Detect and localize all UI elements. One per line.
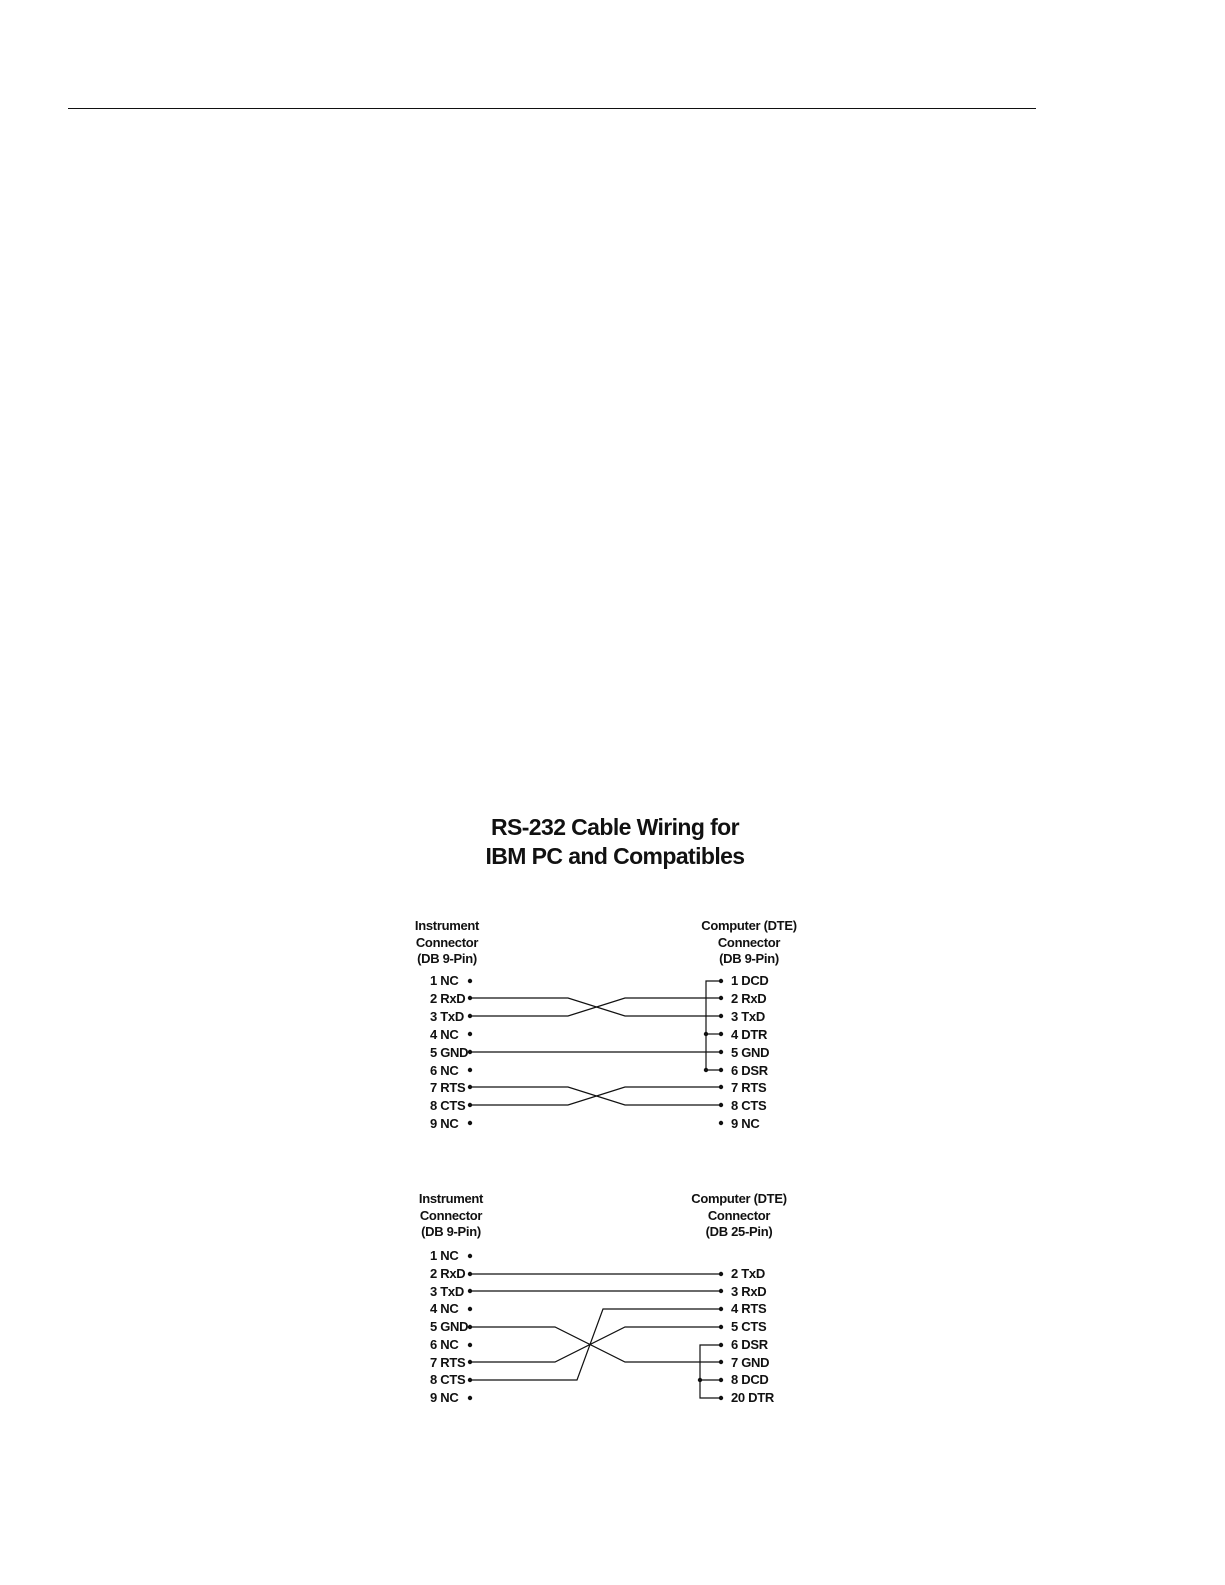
- diagram1-right-header-line: Connector: [717, 934, 781, 950]
- diagram1-left-pin: 4 NC: [430, 1027, 459, 1042]
- diagram1-right-pin: 7 RTS: [731, 1080, 767, 1095]
- diagram2-wire-gnd: [470, 1327, 721, 1362]
- diagram2-left-pin: 6 NC: [430, 1337, 459, 1352]
- diagram2-right-pin: 2 TxD: [731, 1266, 765, 1281]
- diagram1-right-pin: 9 NC: [731, 1116, 760, 1131]
- diagram1-left-pin-dot: [468, 1032, 472, 1036]
- diagram2-right-pin: 6 DSR: [731, 1337, 768, 1352]
- diagram1-left-pin-dot: [468, 1068, 472, 1072]
- diagram1-left-pin: 2 RxD: [430, 991, 466, 1006]
- diagram2-left-header-line: Connector: [419, 1207, 483, 1223]
- diagram-title-line-2: IBM PC and Compatibles: [485, 843, 745, 869]
- diagram2-right-pin: 3 RxD: [731, 1284, 767, 1299]
- diagram2-left-pin: 4 NC: [430, 1301, 459, 1316]
- diagram2-left-pin: 8 CTS: [430, 1372, 466, 1387]
- diagram2-right-header-line: Computer (DTE): [691, 1191, 787, 1206]
- diagram2-left-header-line: (DB 9-Pin): [421, 1224, 481, 1239]
- diagram1-junction-dot: [704, 1032, 708, 1036]
- diagram1-wire-txd-rxd: [470, 998, 721, 1016]
- diagram2-loop-dsr-dtr: [700, 1345, 721, 1398]
- diagram2-left-pin: 3 TxD: [430, 1284, 464, 1299]
- diagram2-right-pin: 20 DTR: [731, 1390, 774, 1405]
- diagram1-junction-dot: [704, 1068, 708, 1072]
- diagram2-left-pin: 7 RTS: [430, 1355, 466, 1370]
- diagram1-left-header-line: Instrument: [414, 918, 480, 933]
- diagram2-left-pin: 1 NC: [430, 1248, 459, 1263]
- diagram2-right-pin: 5 CTS: [731, 1319, 767, 1334]
- diagram1-right-header-line: Computer (DTE): [701, 918, 797, 933]
- diagram1-left-pin: 7 RTS: [430, 1080, 466, 1095]
- diagram2-right-pin: 4 RTS: [731, 1301, 767, 1316]
- diagram1-left-pin: 9 NC: [430, 1116, 459, 1131]
- diagram1-right-pin-dot: [719, 1121, 723, 1125]
- diagram1-left-pin-dot: [468, 1121, 472, 1125]
- diagram1-left-header-line: (DB 9-Pin): [417, 951, 477, 966]
- diagram1-right-pin: 2 RxD: [731, 991, 767, 1006]
- diagram2-right-pin: 8 DCD: [731, 1372, 769, 1387]
- diagram1-right-pin: 8 CTS: [731, 1098, 767, 1113]
- diagram1-right-header-line: (DB 9-Pin): [719, 951, 779, 966]
- diagram2-right-header-line: Connector: [707, 1207, 771, 1223]
- diagram2-wire-cts-rts: [470, 1309, 721, 1380]
- diagram1-loop-dcd-dsr: [706, 981, 721, 1070]
- diagram1-left-pin: 6 NC: [430, 1063, 459, 1078]
- diagram2-left-header-line: Instrument: [418, 1191, 484, 1206]
- diagram-title-line-1: RS-232 Cable Wiring for: [491, 814, 739, 840]
- diagram1-left-pin: 3 TxD: [430, 1009, 464, 1024]
- diagram1-left-pin: 1 NC: [430, 973, 459, 988]
- diagram1-right-pin: 5 GND: [731, 1045, 770, 1060]
- diagram1-left-pin: 8 CTS: [430, 1098, 466, 1113]
- diagram2-left-pin-dot: [468, 1254, 472, 1258]
- diagram1-right-pin: 3 TxD: [731, 1009, 765, 1024]
- diagram1-left-header-line: Connector: [415, 934, 479, 950]
- diagram2-right-header-line: (DB 25-Pin): [705, 1224, 773, 1239]
- diagram1-left-pin: 5 GND: [430, 1045, 469, 1060]
- diagram2-junction-dot: [698, 1378, 702, 1382]
- diagram2-right-pin: 7 GND: [731, 1355, 770, 1370]
- diagram1-right-pin: 6 DSR: [731, 1063, 768, 1078]
- diagram2-left-pin-dot: [468, 1396, 472, 1400]
- diagram1-left-pin-dot: [468, 979, 472, 983]
- diagram1-right-pin: 1 DCD: [731, 973, 769, 988]
- diagram1-right-pin: 4 DTR: [731, 1027, 768, 1042]
- diagram2-left-pin: 2 RxD: [430, 1266, 466, 1281]
- diagram2-wire-rts-cts: [470, 1327, 721, 1362]
- diagram2-left-pin-dot: [468, 1343, 472, 1347]
- diagram2-left-pin-dot: [468, 1307, 472, 1311]
- diagram2-left-pin: 5 GND: [430, 1319, 469, 1334]
- diagram2-left-pin: 9 NC: [430, 1390, 459, 1405]
- diagram1-wire-cts-rts: [470, 1087, 721, 1105]
